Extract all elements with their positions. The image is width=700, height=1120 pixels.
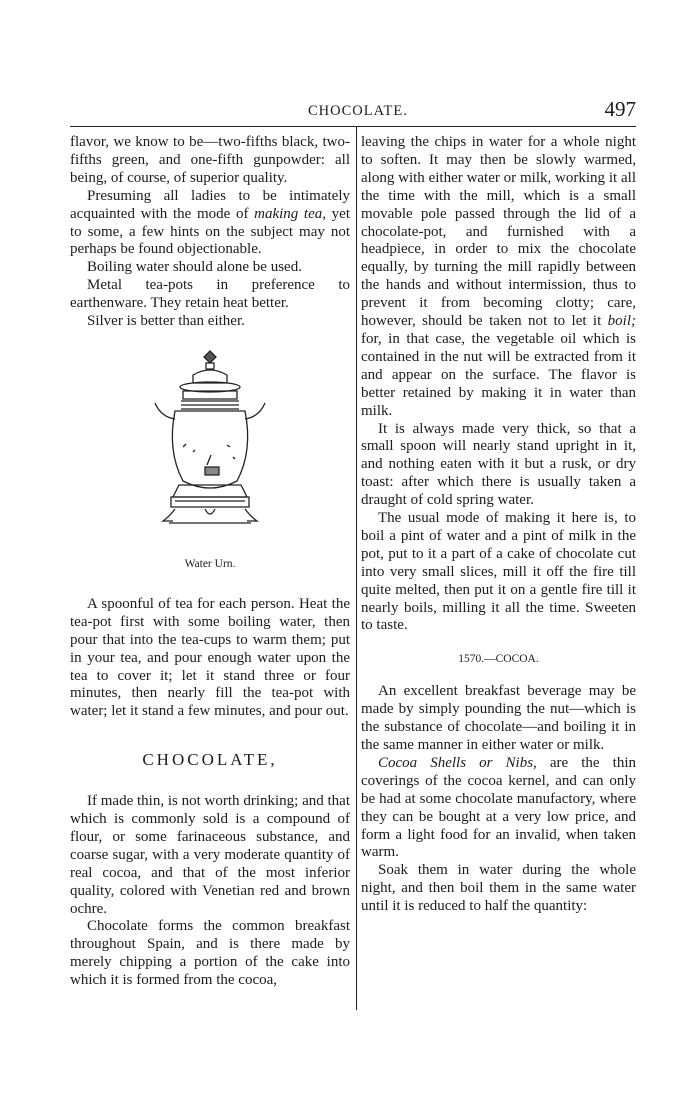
running-title: CHOCOLATE. [308,103,408,119]
italic-term: Cocoa Shells or Nibs, [378,754,537,771]
italic-term: boil; [607,313,636,330]
right-column [361,134,636,916]
left-column [70,134,350,990]
water-urn-figure [70,347,350,574]
paragraph: An excellent breakfast beverage may be made by simply pounding the nut—which is the substance of chocolate—and boiling it in the same manner in either water or milk. [361,683,636,753]
water-urn-icon [135,347,285,552]
paragraph: Cocoa Shells or Nibs, are the thin coverings of the cocoa kernel, and can only be had at some chocolate manufactory, where they can be bought at a very low price, and form a light food for an invalid, when taken warm. [361,754,636,861]
paragraph: If made thin, is not worth drinking; and that which is commonly sold is a compound of flour, or some farinaceous substance, and coarse sugar, with a very moderate quantity of real cocoa, and that of the most inferior quality, colored with Venetian red and brown ochre. [70,793,350,917]
paragraph: flavor, we know to be—two-fifths black, two-fifths green, and one-fifth gunpowder: all being, of course, of superior quality. [70,134,350,186]
recipe-heading: 1570.—COCOA. [458,653,539,666]
paragraph: Soak them in water during the whole night, and then boil them in the same water until it is reduced to half the quantity: [361,862,636,915]
paragraph: leaving the chips in water for a whole night to soften. It may then be slowly warmed, along with either water or milk, working it all the time with the mill, which is a small movable pole passed through the lid of a chocolate-pot, and furnished with a headpiece, in order to mix the chocolate equally, by turning the mill rapidly between the hands and without intermission, thus to prevent it from becoming clotty; care, however, should be taken not to let it boil; for, in that case, the vegetable oil which is contained in the nut will be extracted from it and appear on the surface. The flavor is better retained by making it in water than milk. [361,134,636,419]
page-number: 497 [604,97,636,121]
paragraph: Boiling water should alone be used. [87,259,302,276]
paragraph: The usual mode of making it here is, to boil a pint of water and a pint of milk in the pot, put to it a part of a cake of chocolate cut into very small slices, mill it off the fire till quite melted, then put it on a gentle fire till it nearly boils, milling it all the time. Sweeten to taste. [361,510,636,634]
paragraph: Silver is better than either. [87,313,245,330]
paragraph: A spoonful of tea for each person. Heat the tea-pot first with some boiling water, then pour that into the tea-cups to warm them; put in your tea, and pour enough water upon the tea to cover it; let it stand three or four minutes, then nearly fill the tea-pot with water; let it stand a few minutes, and pour out. [70,595,350,720]
italic-term: making tea [254,205,323,222]
paragraph: It is always made very thick, so that a small spoon will nearly stand upright in it, and nothing eaten with it but a rusk, or dry toast: after which there is usually taken a draught of cold spring water. [361,420,636,509]
column-divider [356,127,357,1010]
page-header [70,97,636,126]
figure-caption: Water Urn. [184,557,236,570]
paragraph: Presuming all ladies to be intimately acquainted with the mode of making tea, yet to some, a few hints on the subject may not perhaps be found objectionable. [70,187,351,258]
section-heading: CHOCOLATE, [142,750,278,770]
paragraph: Metal tea-pots in preference to earthenware. They retain heat better. [70,277,350,312]
paragraph: Chocolate forms the common breakfast throughout Spain, and is there made by merely chipping a portion of the cake into which it is formed from the cocoa, [70,918,350,989]
header-rule [70,126,636,127]
